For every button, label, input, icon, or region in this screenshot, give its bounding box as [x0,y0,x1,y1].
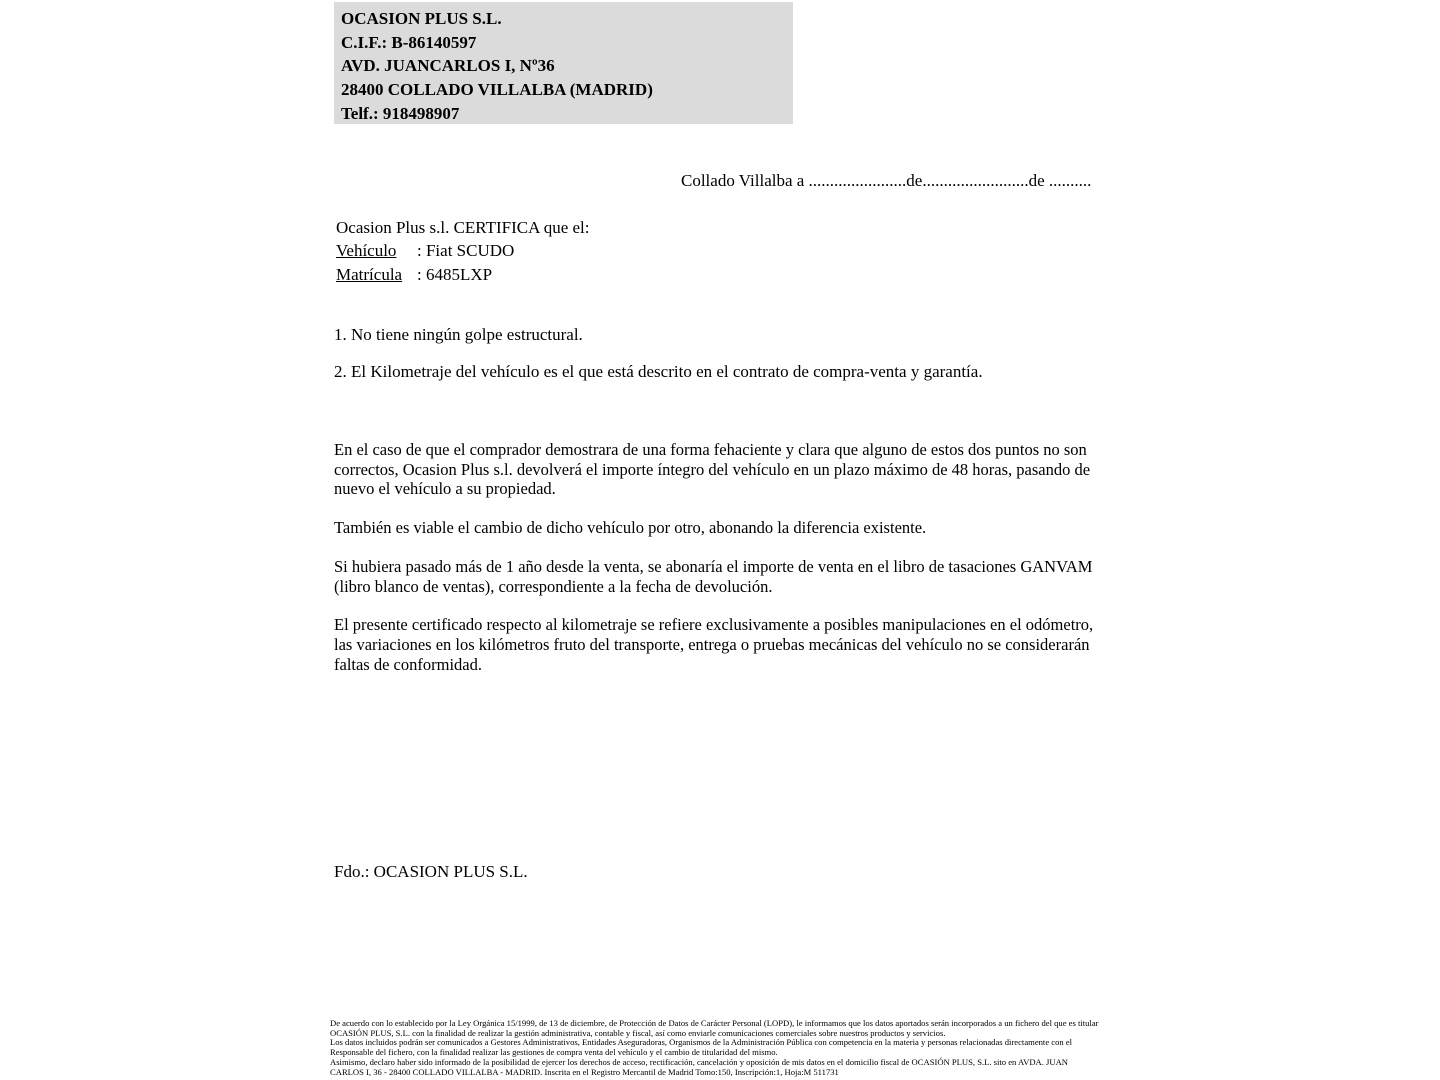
paragraph-odometer: El presente certificado respecto al kilometraje se refiere exclusivamente a posibles manipulaciones en el odómetro, las variaciones en los kilómetros fruto del transporte, entrega o pruebas mecánicas del vehículo no se considerarán faltas de conformidad. [334,615,1094,674]
legal-paragraph-data-sharing: Los datos incluidos podrán ser comunicados a Gestores Administrativos, Entidades Aseguradoras, Organismos de la Administración Pública con competencia en la materia y personas relacionadas directamente con el Responsable del fichero, con la finalidad realizar las gestiones de compra venta del vehículo y el cambio de titularidad del mismo. [330,1037,1073,1058]
legal-paragraph-lopd: De acuerdo con lo establecido por la Ley Orgánica 15/1999, de 13 de diciembre, de Protección de Datos de Carácter Personal (LOPD), le informamos que los datos aportados serán incorporados a un fichero del que es titular OCASIÓN PLUS, S.L. con la finalidad de realizar la gestión administrativa, contable y fiscal, así como enviarle comunicaciones comerciales sobre nuestros productos y servicios. [330,1018,1099,1038]
vehicle-value: : Fiat SCUDO [417,241,515,261]
paragraph-ganvam: Si hubiera pasado más de 1 año desde la venta, se abonaría el importe de venta en el libro de tasaciones GANVAM (libro blanco de ventas), correspondiente a la fecha de devolución. [334,556,1093,596]
company-address: AVD. JUANCARLOS I, Nº36 [341,56,555,76]
terms-paragraphs [334,440,1100,693]
company-phone: Telf.: 918498907 [341,103,460,123]
legal-footer [330,1019,1104,1077]
paragraph-exchange: También es viable el cambio de dicho vehículo por otro, abonando la diferencia existente. [334,518,927,538]
plate-label: Matrícula [336,264,403,284]
company-city: 28400 COLLADO VILLALBA (MADRID) [341,80,653,100]
certifica-intro: Ocasion Plus s.l. CERTIFICA que el: [336,218,590,237]
vehicle-label: Vehículo [336,241,397,261]
plate-row [336,263,590,286]
certification-block [336,216,590,286]
company-name: OCASION PLUS S.L. [341,9,502,28]
legal-paragraph-rights: Asimismo, declaro haber sido informado de la posibilidad de ejercer los derechos de acceso, rectificación, cancelación y oposición de mis datos en el domicilio fiscal de OCASIÓN PLUS, S.L. sito en AVDA. JUAN CARLOS I, 36 - 28400 COLLADO VILLALBA - MADRID. Inscrita en el Registro Mercantil de Madrid Tomo:150, Inscripción:1, Hoja:M 511731 [330,1056,1069,1077]
date-line: Collado Villalba a .......................de.........................de .......... [681,171,1092,190]
plate-value: : 6485LXP [417,264,493,284]
company-letterhead [334,2,793,124]
clause-mileage: 2. El Kilometraje del vehículo es el que está descrito en el contrato de compra-venta y garantía. [334,362,983,381]
vehicle-row [336,239,590,262]
signature-line: Fdo.: OCASION PLUS S.L. [334,862,528,881]
clause-structural: 1. No tiene ningún golpe estructural. [334,325,583,344]
company-cif: C.I.F.: B-86140597 [341,32,477,52]
paragraph-refund: En el caso de que el comprador demostrara de una forma fehaciente y clara que alguno de estos dos puntos no son correctos, Ocasion Plus s.l. devolverá el importe íntegro del vehículo en un plazo máximo de 48 horas, pasando de nuevo el vehículo a su propiedad. [334,440,1091,499]
